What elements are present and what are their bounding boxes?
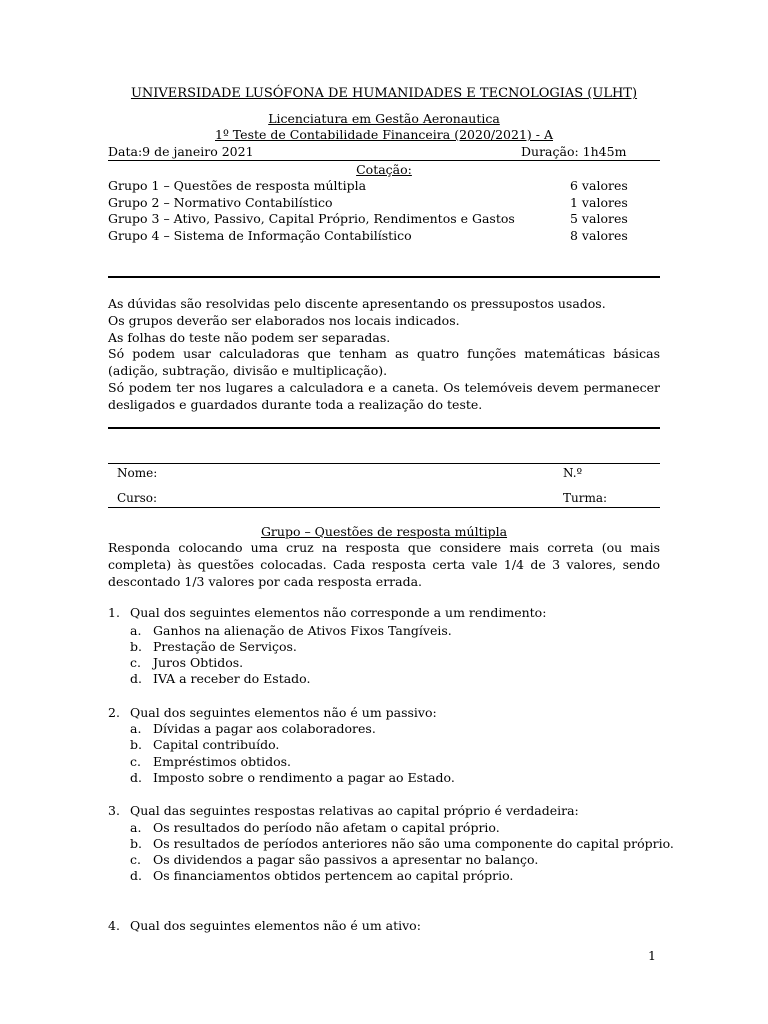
name-label: Nome: — [117, 466, 158, 480]
question-text: Qual dos seguintes elementos não é um ativo: — [130, 918, 421, 933]
option-letter: c. — [130, 852, 141, 867]
option-letter: d. — [130, 770, 142, 785]
option-text[interactable]: Os financiamentos obtidos pertencem ao capital próprio. — [153, 868, 514, 883]
instruction-line: Só podem usar calculadoras que tenham as quatro funções matemáticas básicas (adição, subtração, divisão e multiplicação). — [108, 346, 660, 378]
option-letter: a. — [130, 623, 142, 638]
option-letter: b. — [130, 737, 142, 752]
instruction-line: As dúvidas são resolvidas pelo discente apresentando os pressupostos usados. — [108, 296, 606, 311]
course-title: Licenciatura em Gestão Aeronautica — [268, 111, 500, 126]
header-divider — [108, 160, 660, 161]
section-intro: Responda colocando uma cruz na resposta que considere mais correta (ou mais completa) às questões colocadas. Cada resposta certa vale 1/4 de 3 valores, sendo descontado 1/3 valores por cada resposta errada. — [108, 540, 660, 589]
grading-value: 6 valores — [570, 178, 628, 193]
option-text[interactable]: Juros Obtidos. — [153, 655, 244, 670]
option-letter: a. — [130, 721, 142, 736]
grading-group: Grupo 3 – Ativo, Passivo, Capital Próprio, Rendimentos e Gastos — [108, 211, 515, 226]
option-text[interactable]: Capital contribuído. — [153, 737, 280, 752]
section-divider — [108, 427, 660, 429]
option-text[interactable]: Prestação de Serviços. — [153, 639, 297, 654]
page-number: 1 — [648, 948, 656, 963]
grading-group: Grupo 1 – Questões de resposta múltipla — [108, 178, 367, 193]
grading-group: Grupo 4 – Sistema de Informação Contabilístico — [108, 228, 412, 243]
option-letter: c. — [130, 655, 141, 670]
grading-value: 8 valores — [570, 228, 628, 243]
instruction-line: Só podem ter nos lugares a calculadora e a caneta. Os telemóveis devem permanecer desligados e guardados durante toda a realização do teste. — [108, 380, 660, 412]
option-text[interactable]: Empréstimos obtidos. — [153, 754, 292, 769]
cotacao-title: Cotação: — [356, 162, 412, 177]
option-text[interactable]: Os resultados de períodos anteriores não são uma componente do capital próprio. — [153, 836, 674, 851]
section-divider — [108, 276, 660, 278]
question-number: 2. — [108, 705, 120, 720]
question-text: Qual dos seguintes elementos não é um passivo: — [130, 705, 437, 720]
option-text[interactable]: Imposto sobre o rendimento a pagar ao Estado. — [153, 770, 455, 785]
option-text[interactable]: Os resultados do período não afetam o capital próprio. — [153, 820, 500, 835]
option-letter: c. — [130, 754, 141, 769]
student-box-bottom — [108, 507, 660, 508]
question-number: 1. — [108, 605, 120, 620]
question-text: Qual dos seguintes elementos não corresponde a um rendimento: — [130, 605, 547, 620]
exam-duration: Duração: 1h45m — [521, 144, 627, 159]
exam-title: 1º Teste de Contabilidade Financeira (2020/2021) - A — [215, 127, 553, 142]
option-letter: b. — [130, 639, 142, 654]
option-letter: a. — [130, 820, 142, 835]
class-label: Turma: — [563, 491, 608, 505]
option-letter: b. — [130, 836, 142, 851]
question-text: Qual das seguintes respostas relativas ao capital próprio é verdadeira: — [130, 803, 579, 818]
number-label: N.º — [563, 466, 583, 480]
option-text[interactable]: Ganhos na alienação de Ativos Fixos Tangíveis. — [153, 623, 452, 638]
option-text[interactable]: Dívidas a pagar aos colaboradores. — [153, 721, 376, 736]
section-title: Grupo – Questões de resposta múltipla — [260, 524, 508, 539]
option-text[interactable]: IVA a receber do Estado. — [153, 671, 311, 686]
student-box-top — [108, 463, 660, 464]
option-letter: d. — [130, 671, 142, 686]
course-label: Curso: — [117, 491, 158, 505]
grading-value: 5 valores — [570, 211, 628, 226]
question-number: 3. — [108, 803, 120, 818]
grading-group: Grupo 2 – Normativo Contabilístico — [108, 195, 333, 210]
question-number: 4. — [108, 918, 120, 933]
exam-date: Data:9 de janeiro 2021 — [108, 144, 254, 159]
instruction-line: Os grupos deverão ser elaborados nos locais indicados. — [108, 313, 460, 328]
grading-value: 1 valores — [570, 195, 628, 210]
university-title: UNIVERSIDADE LUSÓFONA DE HUMANIDADES E TECNOLOGIAS (ULHT) — [130, 86, 638, 101]
option-letter: d. — [130, 868, 142, 883]
instruction-line: As folhas do teste não podem ser separadas. — [108, 330, 391, 345]
option-text[interactable]: Os dividendos a pagar são passivos a apresentar no balanço. — [153, 852, 539, 867]
